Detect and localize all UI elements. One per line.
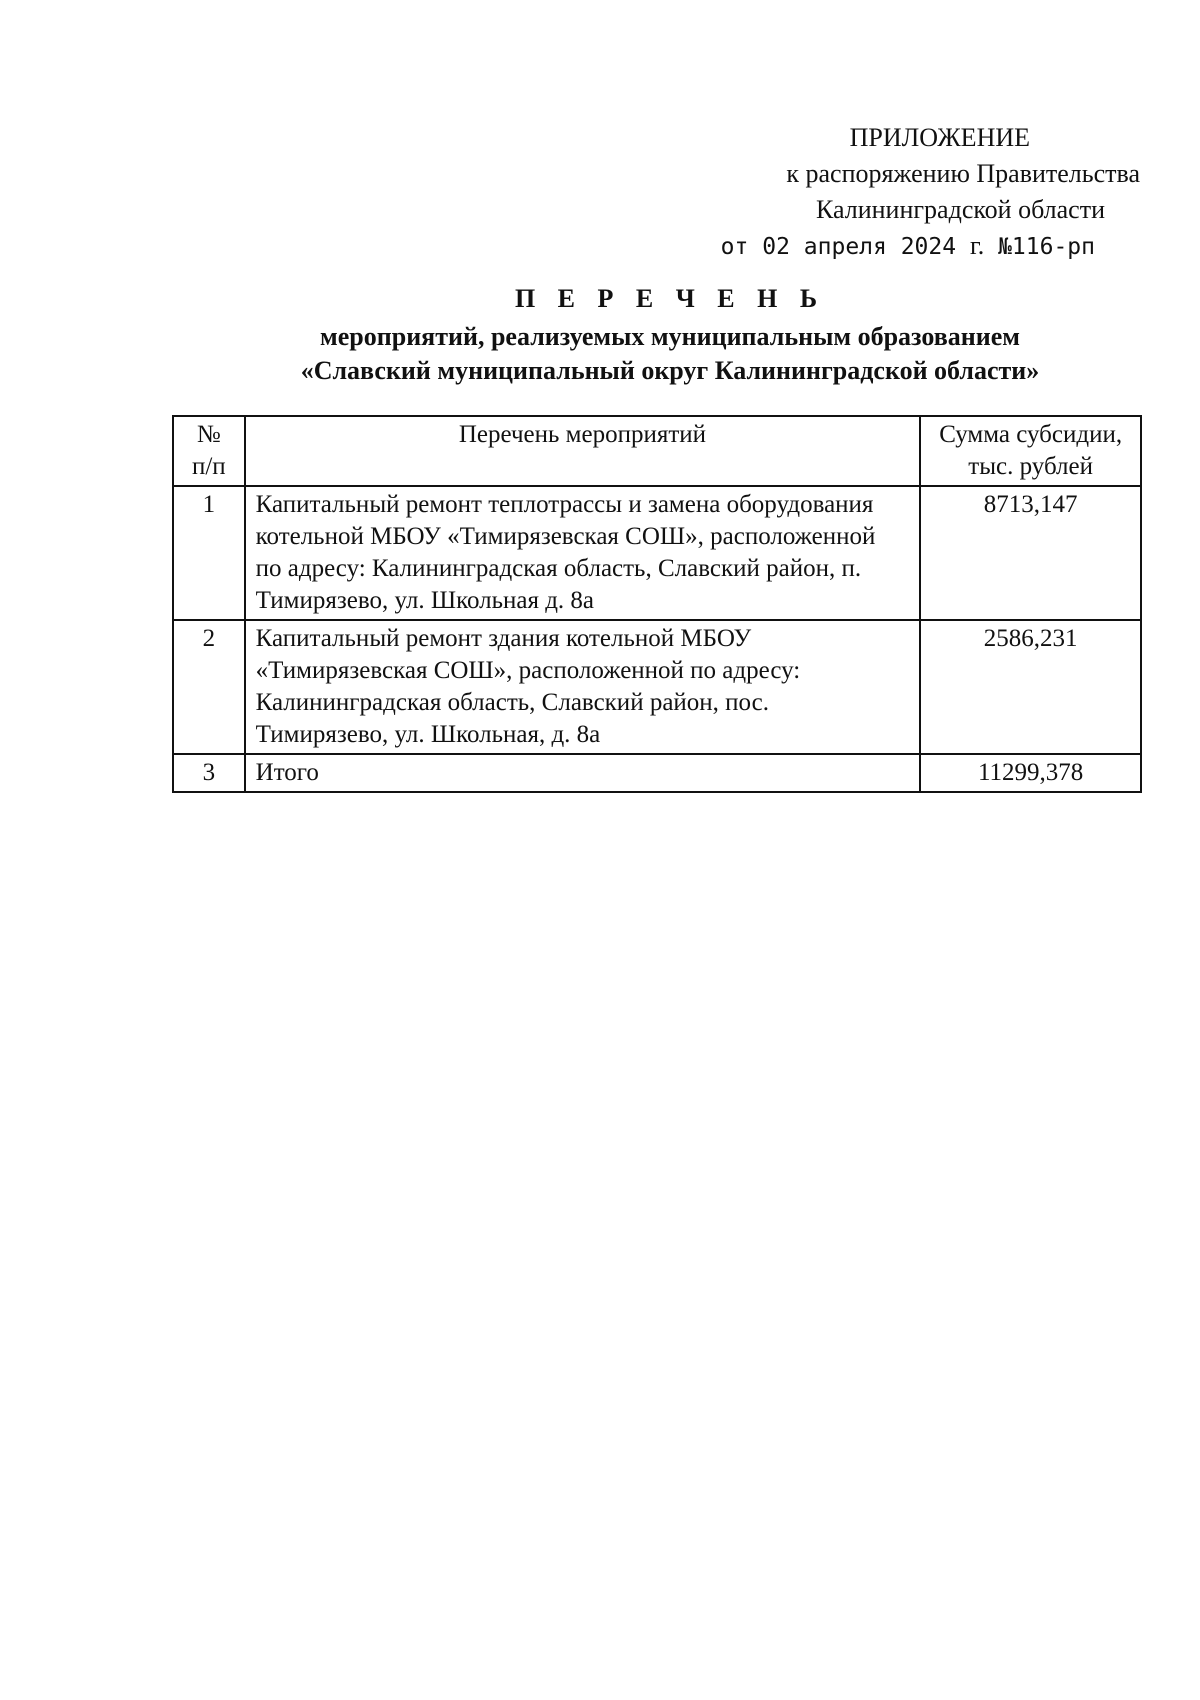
row-amount-total: 11299,378	[920, 754, 1141, 792]
document-heading	[170, 282, 1170, 388]
table-row	[173, 486, 1141, 620]
header-activities: Перечень мероприятий	[245, 416, 921, 486]
appendix-title: ПРИЛОЖЕНИЕ	[849, 123, 1030, 152]
row-number: 2	[173, 620, 245, 754]
date-prefix: от	[720, 234, 749, 260]
row-amount: 8713,147	[920, 486, 1141, 620]
row-activity: Капитальный ремонт здания котельной МБОУ «Тимирязевская СОШ», расположенной по адресу: Калининградская область, Славский район, пос. Тимирязево, ул. Школьная, д. 8а	[245, 620, 921, 754]
date-year-suffix: г.	[969, 231, 985, 260]
table-row	[173, 620, 1141, 754]
order-number: №116-рп	[998, 234, 1095, 260]
table-header-row	[173, 416, 1141, 486]
row-number: 1	[173, 486, 245, 620]
document-subtitle-line1: мероприятий, реализуемых муниципальным образованием	[320, 322, 1020, 351]
document-title: П Е Р Е Ч Е Н Ь	[514, 284, 826, 313]
row-activity: Капитальный ремонт теплотрассы и замена оборудования котельной МБОУ «Тимирязевская СОШ», расположенной по адресу: Калининградская область, Славский район, п. Тимирязево, ул. Школьная д. 8а	[245, 486, 921, 620]
header-number: № п/п	[173, 416, 245, 486]
row-number: 3	[173, 754, 245, 792]
appendix-region: Калининградской области	[815, 195, 1105, 224]
activities-table	[172, 415, 1142, 793]
appendix-date-line	[620, 228, 1140, 265]
header-amount: Сумма субсидии, тыс. рублей	[920, 416, 1141, 486]
document-subtitle-line2: «Славский муниципальный округ Калининградской области»	[300, 356, 1040, 385]
row-amount: 2586,231	[920, 620, 1141, 754]
appendix-reference: к распоряжению Правительства	[786, 159, 1140, 188]
appendix-block	[620, 120, 1140, 265]
row-activity-total: Итого	[245, 754, 921, 792]
date-value: 02 апреля 2024	[762, 234, 957, 260]
table-row	[173, 754, 1141, 792]
